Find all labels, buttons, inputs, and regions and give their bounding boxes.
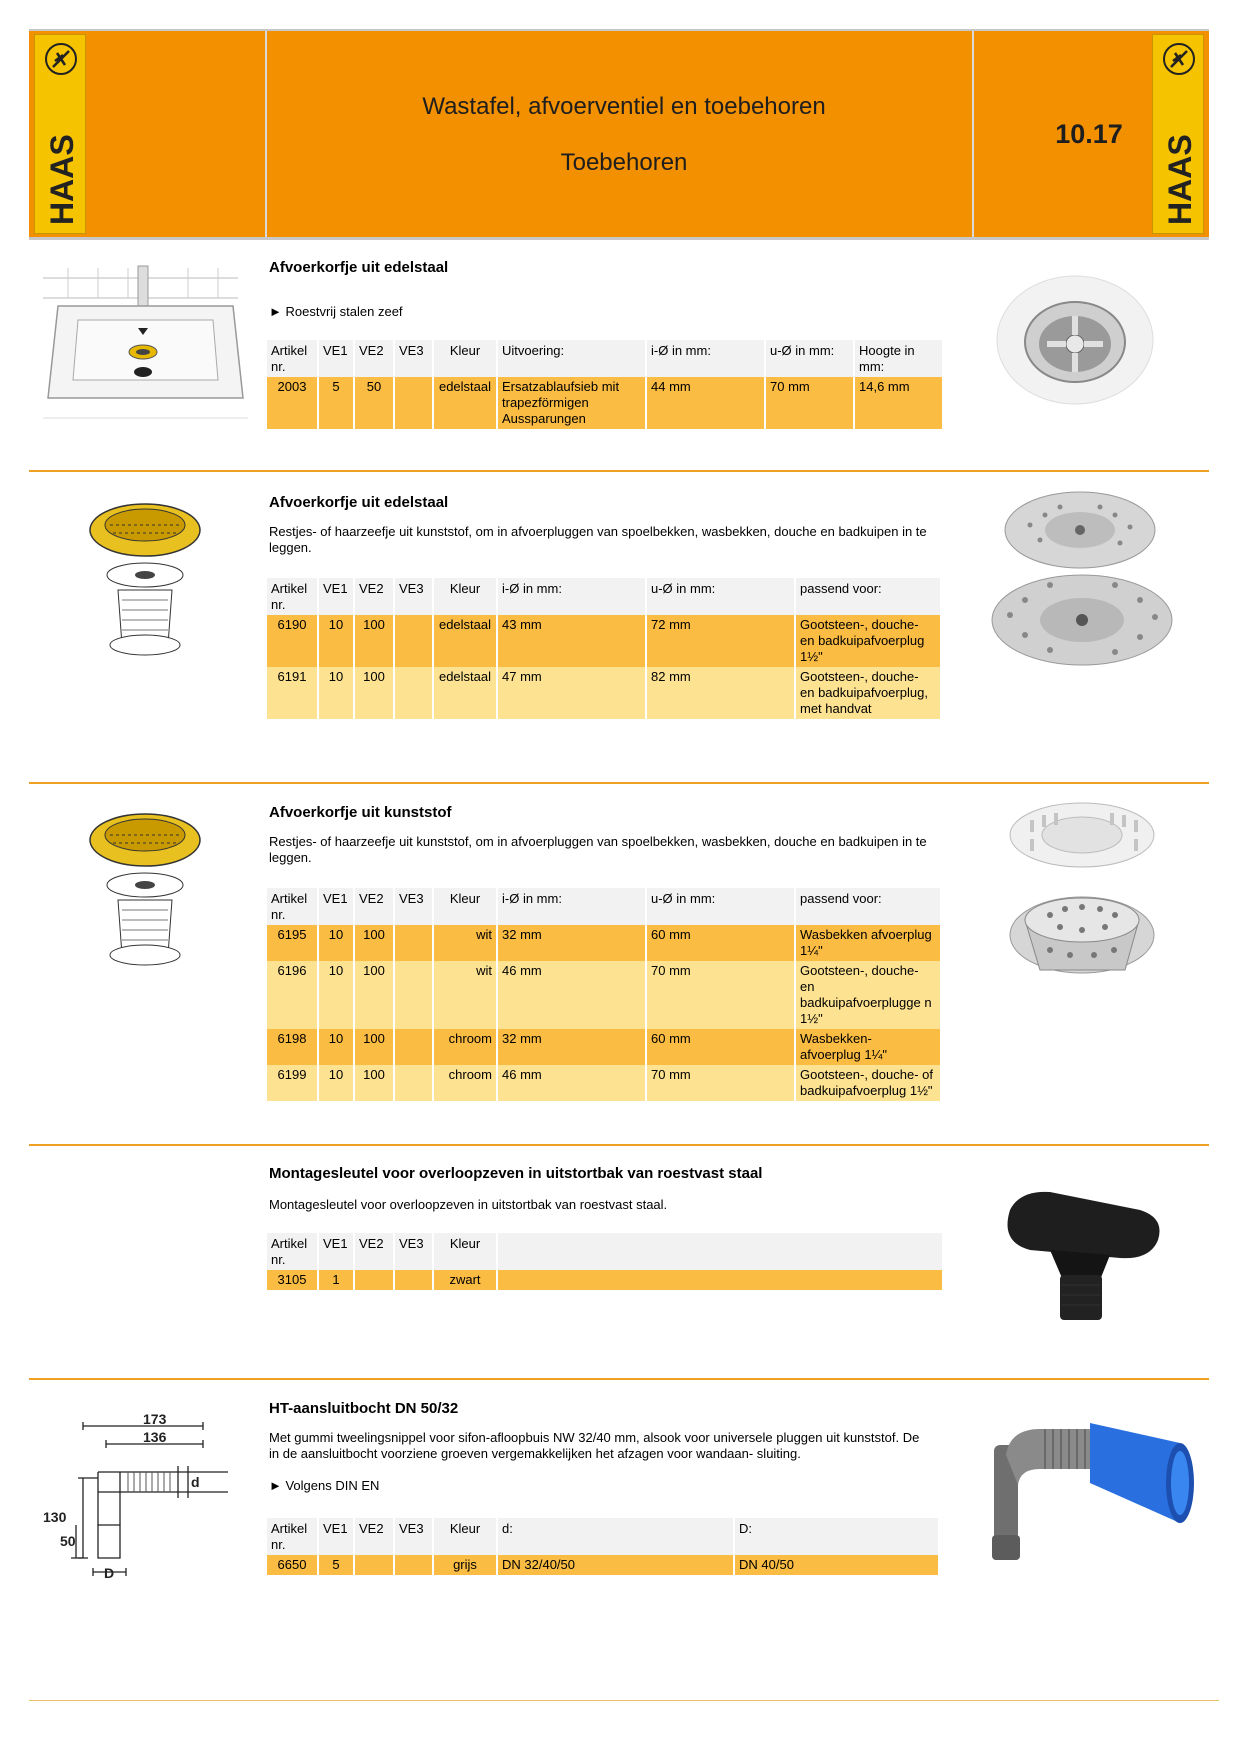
table-cell: 10 <box>319 615 353 667</box>
table-row <box>267 615 940 667</box>
table-cell: 3105 <box>267 1270 317 1290</box>
table-cell <box>395 961 432 1029</box>
column-header: u-Ø in mm: <box>647 578 794 615</box>
page-number: 10.17 <box>1055 119 1123 149</box>
column-header: Kleur <box>434 340 496 377</box>
table-cell: DN 40/50 <box>735 1555 938 1575</box>
table-cell: 6196 <box>267 961 317 1029</box>
table-cell: 10 <box>319 1029 353 1065</box>
table-cell: 100 <box>355 925 393 961</box>
table-cell: Gootsteen-, douche- en badkuipafvoerplug 1½" <box>796 615 940 667</box>
haas-logo-text-right: HAAS <box>1162 134 1198 225</box>
table-cell: 5 <box>319 377 353 429</box>
section-separator <box>29 782 1209 784</box>
table-cell: 6650 <box>267 1555 317 1575</box>
column-header: Artikel nr. <box>267 888 317 925</box>
table-header-row <box>267 888 940 925</box>
table-cell: zwart <box>434 1270 496 1290</box>
table-cell: 6198 <box>267 1029 317 1065</box>
article-table <box>265 1518 940 1575</box>
table-cell: chroom <box>434 1029 496 1065</box>
page-header <box>29 29 1209 240</box>
section-description: Restjes- of haarzeefje uit kunststof, om in afvoerpluggen van spoelbekken, wasbekken, douche en badkuipen in te leggen. <box>269 834 927 865</box>
column-header: VE3 <box>395 1518 432 1555</box>
table-cell: Ersatzablaufsieb mit trapezförmigen Aussparungen <box>498 377 645 429</box>
section-description-bullet: ► Volgens DIN EN <box>269 1478 380 1493</box>
column-header: Kleur <box>434 1233 496 1270</box>
table-cell: 100 <box>355 1029 393 1065</box>
dimension-label: d <box>191 1474 200 1490</box>
table-header-row <box>267 1518 938 1555</box>
column-header: Kleur <box>434 888 496 925</box>
column-header: VE2 <box>355 888 393 925</box>
table-cell: 60 mm <box>647 1029 794 1065</box>
column-header: D: <box>735 1518 938 1555</box>
section-title: Afvoerkorfje uit kunststof <box>269 804 452 821</box>
section-description: Met gummi tweelingsnippel voor sifon-afloopbuis NW 32/40 mm, alsook voor universele pluggen uit kunststof. De in de aansluitbocht voorziene groeven vergemakkelijken het afzagen voor wandaan- sluiting. <box>269 1430 920 1461</box>
table-cell: Wasbekken- afvoerplug 1¼" <box>796 1029 940 1065</box>
table-cell: 10 <box>319 961 353 1029</box>
section-separator <box>29 1144 1209 1146</box>
section-description: Montagesleutel voor overloopzeven in uitstortbak van roestvast staal. <box>269 1197 668 1212</box>
table-cell <box>395 667 432 719</box>
page-title: Wastafel, afvoerventiel en toebehoren <box>422 93 826 120</box>
table-cell <box>395 1270 432 1290</box>
table-cell: 100 <box>355 615 393 667</box>
dimension-label: 130 <box>43 1509 67 1525</box>
column-header: Artikel nr. <box>267 578 317 615</box>
table-cell: 32 mm <box>498 925 645 961</box>
article-table <box>265 578 942 719</box>
dimension-label: 136 <box>143 1429 167 1445</box>
column-header: i-Ø in mm: <box>498 578 645 615</box>
column-header: VE1 <box>319 340 353 377</box>
table-cell: 44 mm <box>647 377 764 429</box>
table-cell <box>355 1270 393 1290</box>
metal-strainer-photo <box>990 485 1180 675</box>
table-cell: 70 mm <box>766 377 853 429</box>
haas-logo-left <box>34 34 86 234</box>
table-cell: 82 mm <box>647 667 794 719</box>
column-header: i-Ø in mm: <box>498 888 645 925</box>
table-cell: 70 mm <box>647 961 794 1029</box>
table-cell <box>395 615 432 667</box>
table-cell: 43 mm <box>498 615 645 667</box>
table-cell: 5 <box>319 1555 353 1575</box>
haas-logo-text-left: HAAS <box>44 134 80 225</box>
section-title: Afvoerkorfje uit edelstaal <box>269 259 449 276</box>
table-cell: 10 <box>319 1065 353 1101</box>
section-title: Montagesleutel voor overloopzeven in uitstortbak van roestvast staal <box>269 1165 763 1182</box>
column-header: VE1 <box>319 888 353 925</box>
table-cell: 100 <box>355 961 393 1029</box>
table-cell <box>395 377 432 429</box>
table-cell <box>395 925 432 961</box>
table-cell: 100 <box>355 1065 393 1101</box>
table-row <box>267 1555 938 1575</box>
article-table <box>265 1233 944 1290</box>
table-cell: 1 <box>319 1270 353 1290</box>
column-header: VE1 <box>319 578 353 615</box>
column-header: VE1 <box>319 1233 353 1270</box>
section-description: ► Roestvrij stalen zeef <box>269 304 403 319</box>
table-cell: 60 mm <box>647 925 794 961</box>
table-cell: 47 mm <box>498 667 645 719</box>
table-cell: Gootsteen-, douche- of badkuipafvoerplug 1½" <box>796 1065 940 1101</box>
column-header: Kleur <box>434 1518 496 1555</box>
table-cell <box>395 1555 432 1575</box>
table-cell: 46 mm <box>498 1065 645 1101</box>
table-row <box>267 377 942 429</box>
table-header-row <box>267 578 940 615</box>
section-title: Afvoerkorfje uit edelstaal <box>269 494 449 511</box>
table-cell: 10 <box>319 925 353 961</box>
table-cell: 6195 <box>267 925 317 961</box>
table-cell: DN 32/40/50 <box>498 1555 733 1575</box>
column-header: d: <box>498 1518 733 1555</box>
table-cell: 6190 <box>267 615 317 667</box>
table-cell: 32 mm <box>498 1029 645 1065</box>
table-cell: edelstaal <box>434 615 496 667</box>
table-cell: 6199 <box>267 1065 317 1101</box>
table-row <box>267 667 940 719</box>
table-cell: 70 mm <box>647 1065 794 1101</box>
sink-drawing-image <box>38 258 253 443</box>
column-header: Kleur <box>434 578 496 615</box>
article-table <box>265 888 942 1101</box>
table-cell: 14,6 mm <box>855 377 942 429</box>
column-header: VE3 <box>395 1233 432 1270</box>
table-row <box>267 1029 940 1065</box>
section-separator <box>29 470 1209 472</box>
column-header: VE1 <box>319 1518 353 1555</box>
connection-bend-photo <box>990 1415 1200 1565</box>
haas-logo-right <box>1152 34 1204 234</box>
page-subtitle: Toebehoren <box>560 149 688 176</box>
column-header: VE3 <box>395 888 432 925</box>
table-cell: wit <box>434 961 496 1029</box>
column-header: Hoogte in mm: <box>855 340 942 377</box>
table-cell <box>355 1555 393 1575</box>
technical-drawing-image <box>38 1410 253 1580</box>
article-table <box>265 340 944 429</box>
table-cell: Wasbekken afvoerplug 1¼" <box>796 925 940 961</box>
table-cell: 72 mm <box>647 615 794 667</box>
column-header: u-Ø in mm: <box>766 340 853 377</box>
section-separator <box>29 1378 1209 1380</box>
table-header-row <box>267 1233 942 1270</box>
dimension-label: 173 <box>143 1411 167 1427</box>
table-cell: grijs <box>434 1555 496 1575</box>
table-cell: Gootsteen-, douche- en badkuipafvoerplug, met handvat <box>796 667 940 719</box>
column-header: VE2 <box>355 578 393 615</box>
mounting-key-photo <box>990 1180 1180 1330</box>
table-cell: 100 <box>355 667 393 719</box>
table-cell: edelstaal <box>434 377 496 429</box>
drain-strainer-photo <box>990 270 1160 410</box>
table-cell: wit <box>434 925 496 961</box>
column-header: VE2 <box>355 340 393 377</box>
dimension-label: D <box>104 1565 115 1580</box>
table-cell <box>498 1270 942 1290</box>
column-header: Artikel nr. <box>267 1518 317 1555</box>
header-divider <box>972 31 974 237</box>
table-cell <box>395 1029 432 1065</box>
table-cell: Gootsteen-, douche- en badkuipafvoerplugge n 1½" <box>796 961 940 1029</box>
table-cell: 50 <box>355 377 393 429</box>
table-cell: chroom <box>434 1065 496 1101</box>
column-header: passend voor: <box>796 888 940 925</box>
table-cell: 10 <box>319 667 353 719</box>
section-description: Restjes- of haarzeefje uit kunststof, om in afvoerpluggen van spoelbekken, wasbekken, douche en badkuipen in te leggen. <box>269 524 927 555</box>
column-header: passend voor: <box>796 578 940 615</box>
table-row <box>267 1065 940 1101</box>
footer-separator <box>29 1700 1219 1701</box>
table-row <box>267 961 940 1029</box>
column-header: i-Ø in mm: <box>647 340 764 377</box>
table-cell <box>395 1065 432 1101</box>
plastic-strainer-photo <box>990 795 1180 985</box>
drain-plug-drawing-image <box>38 495 253 675</box>
table-cell: 6191 <box>267 667 317 719</box>
column-header: Artikel nr. <box>267 1233 317 1270</box>
column-header: VE2 <box>355 1518 393 1555</box>
column-header: VE2 <box>355 1233 393 1270</box>
column-header: Uitvoering: <box>498 340 645 377</box>
dimension-label: 50 <box>60 1533 76 1549</box>
table-row <box>267 1270 942 1290</box>
drain-plug-drawing-image <box>38 805 253 985</box>
header-divider <box>265 31 267 237</box>
table-cell: edelstaal <box>434 667 496 719</box>
column-header: Artikel nr. <box>267 340 317 377</box>
column-header: VE3 <box>395 578 432 615</box>
table-cell: 46 mm <box>498 961 645 1029</box>
column-header: VE3 <box>395 340 432 377</box>
table-row <box>267 925 940 961</box>
table-header-row <box>267 340 942 377</box>
table-cell: 2003 <box>267 377 317 429</box>
column-header <box>498 1233 942 1270</box>
section-title: HT-aansluitbocht DN 50/32 <box>269 1400 459 1417</box>
column-header: u-Ø in mm: <box>647 888 794 925</box>
